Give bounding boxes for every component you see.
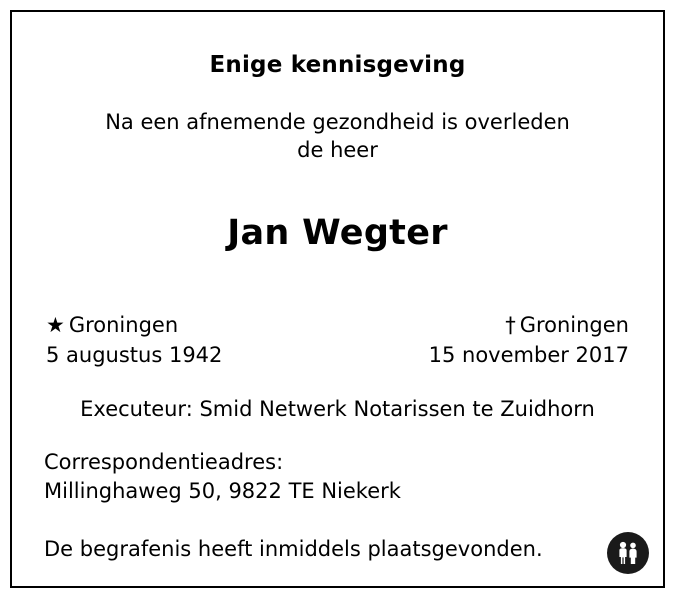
death-place: Groningen: [519, 312, 629, 337]
intro-line-1: Na een afnemende gezondheid is overleden: [105, 110, 570, 134]
intro-text: [44, 108, 631, 165]
executor-line: Executeur: Smid Netwerk Notarissen te Zuidhorn: [80, 396, 595, 421]
family-figures-logo-icon: [607, 532, 649, 574]
birth-place-line: [46, 310, 222, 340]
birth-place: Groningen: [68, 312, 179, 337]
dates-row: [44, 310, 631, 371]
cross-icon: †: [505, 312, 516, 337]
death-place-line: [429, 310, 629, 340]
birth-block: [44, 310, 222, 371]
headline: Enige kennisgeving: [209, 52, 466, 78]
closing-line: De begrafenis heeft inmiddels plaatsgevonden.: [44, 537, 543, 562]
intro-line-2: de heer: [297, 138, 378, 163]
obituary-content: [12, 12, 663, 586]
address-value: Millinghaweg 50, 9822 TE Niekerk: [44, 478, 401, 503]
birth-date: 5 augustus 1942: [46, 343, 223, 368]
star-icon: ★: [46, 312, 65, 337]
death-block: [429, 310, 631, 371]
address-label: Correspondentieadres:: [44, 449, 284, 474]
death-date: 15 november 2017: [428, 343, 629, 368]
obituary-card: [10, 10, 665, 588]
correspondence-address: [44, 448, 631, 507]
deceased-name: Jan Wegter: [227, 212, 448, 253]
